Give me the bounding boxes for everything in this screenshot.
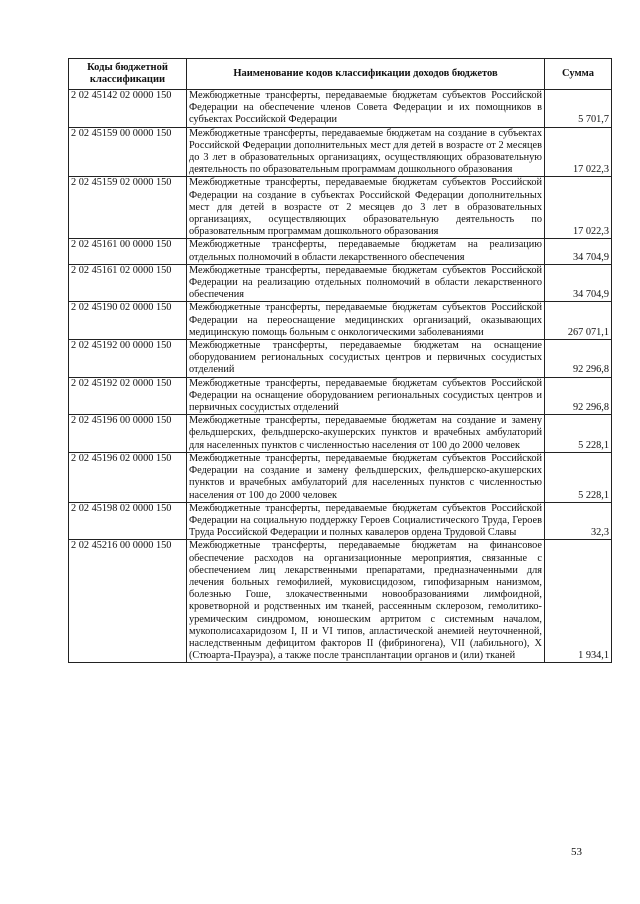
header-code: Коды бюджетной классификации (69, 59, 187, 90)
row-name: Межбюджетные трансферты, передаваемые бюджетам субъектов Российской Федерации на оснащение оборудованием региональных сосудистых центров и первичных сосудистых отделений (187, 377, 545, 415)
row-sum: 17 022,3 (545, 177, 612, 239)
row-code: 2 02 45192 00 0000 150 (69, 340, 187, 378)
row-code: 2 02 45159 00 0000 150 (69, 127, 187, 177)
row-name: Межбюджетные трансферты, передаваемые бюджетам субъектов Российской Федерации на обеспечение членов Совета Федерации и их помощников в субъектах Российской Федерации (187, 90, 545, 128)
row-sum: 1 934,1 (545, 540, 612, 663)
row-code: 2 02 45161 02 0000 150 (69, 264, 187, 302)
row-sum: 5 228,1 (545, 452, 612, 502)
table-row (69, 340, 612, 378)
page-number: 53 (571, 846, 582, 858)
row-name: Межбюджетные трансферты, передаваемые бюджетам субъектов Российской Федерации на создание и замену фельдшерских, фельдшерско-акушерских пунктов и врачебных амбулаторий для населенных пунктов с численностью населения от 100 до 2000 человек (187, 452, 545, 502)
header-name: Наименование кодов классификации доходов бюджетов (187, 59, 545, 90)
row-sum: 32,3 (545, 502, 612, 540)
row-sum: 5 228,1 (545, 415, 612, 453)
table-row (69, 415, 612, 453)
table-row (69, 502, 612, 540)
row-sum: 17 022,3 (545, 127, 612, 177)
table-row (69, 302, 612, 340)
row-code: 2 02 45142 02 0000 150 (69, 90, 187, 128)
row-code: 2 02 45198 02 0000 150 (69, 502, 187, 540)
row-name: Межбюджетные трансферты, передаваемые бюджетам на реализацию отдельных полномочий в области лекарственного обеспечения (187, 239, 545, 264)
row-name: Межбюджетные трансферты, передаваемые бюджетам субъектов Российской Федерации на создание в субъектах Российской Федерации дополнительных мест для детей в возрасте от 2 месяцев до 3 лет в образовательных организациях, осуществляющих образовательную деятельность по образовательным программам дошкольного образования (187, 177, 545, 239)
table-row (69, 90, 612, 128)
table-row (69, 452, 612, 502)
row-code: 2 02 45196 02 0000 150 (69, 452, 187, 502)
table-row (69, 239, 612, 264)
table-row (69, 127, 612, 177)
budget-revenue-table (68, 58, 612, 663)
row-sum: 267 071,1 (545, 302, 612, 340)
table-row (69, 540, 612, 663)
row-name: Межбюджетные трансферты, передаваемые бюджетам на финансовое обеспечение расходов на организационные мероприятия, связанные с обеспечением лиц лекарственными препаратами, предназначенными для лечения больных гемофилией, муковисцидозом, гипофизарным нанизмом, болезнью Гоше, злокачественными новообразованиями лимфоидной, кроветворной и родственных им тканей, рассеянным склерозом, гемолитико-уремическим синдромом, юношеским артритом с системным началом, мукополисахаридозом I, II и VI типов, апластической анемией неуточненной, наследственным дефицитом факторов II (фибриногена), VII (лабильного), X (Стюарта-Прауэра), а также после трансплантации органов и (или) тканей (187, 540, 545, 663)
header-sum: Сумма (545, 59, 612, 90)
row-sum: 92 296,8 (545, 377, 612, 415)
row-code: 2 02 45192 02 0000 150 (69, 377, 187, 415)
row-name: Межбюджетные трансферты, передаваемые бюджетам на создание и замену фельдшерских, фельдшерско-акушерских пунктов и врачебных амбулаторий для населенных пунктов с численностью населения от 100 до 2000 человек (187, 415, 545, 453)
table-row (69, 177, 612, 239)
table-header-row (69, 59, 612, 90)
row-sum: 92 296,8 (545, 340, 612, 378)
row-code: 2 02 45159 02 0000 150 (69, 177, 187, 239)
row-sum: 5 701,7 (545, 90, 612, 128)
row-code: 2 02 45216 00 0000 150 (69, 540, 187, 663)
row-sum: 34 704,9 (545, 239, 612, 264)
row-name: Межбюджетные трансферты, передаваемые бюджетам на создание в субъектах Российской Федерации дополнительных мест для детей в возрасте от 2 месяцев до 3 лет в образовательных организациях, осуществляющих образовательную деятельность по образовательным программам дошкольного образования (187, 127, 545, 177)
row-code: 2 02 45190 02 0000 150 (69, 302, 187, 340)
row-name: Межбюджетные трансферты, передаваемые бюджетам субъектов Российской Федерации на переоснащение медицинских организаций, оказывающих медицинскую помощь больным с онкологическими заболеваниями (187, 302, 545, 340)
row-sum: 34 704,9 (545, 264, 612, 302)
row-code: 2 02 45161 00 0000 150 (69, 239, 187, 264)
row-name: Межбюджетные трансферты, передаваемые бюджетам субъектов Российской Федерации на реализацию отдельных полномочий в области лекарственного обеспечения (187, 264, 545, 302)
row-code: 2 02 45196 00 0000 150 (69, 415, 187, 453)
row-name: Межбюджетные трансферты, передаваемые бюджетам субъектов Российской Федерации на социальную поддержку Героев Социалистического Труда, Героев Труда Российской Федерации и полных кавалеров ордена Трудовой Славы (187, 502, 545, 540)
table-row (69, 377, 612, 415)
table-row (69, 264, 612, 302)
row-name: Межбюджетные трансферты, передаваемые бюджетам на оснащение оборудованием региональных сосудистых центров и первичных сосудистых отделений (187, 340, 545, 378)
